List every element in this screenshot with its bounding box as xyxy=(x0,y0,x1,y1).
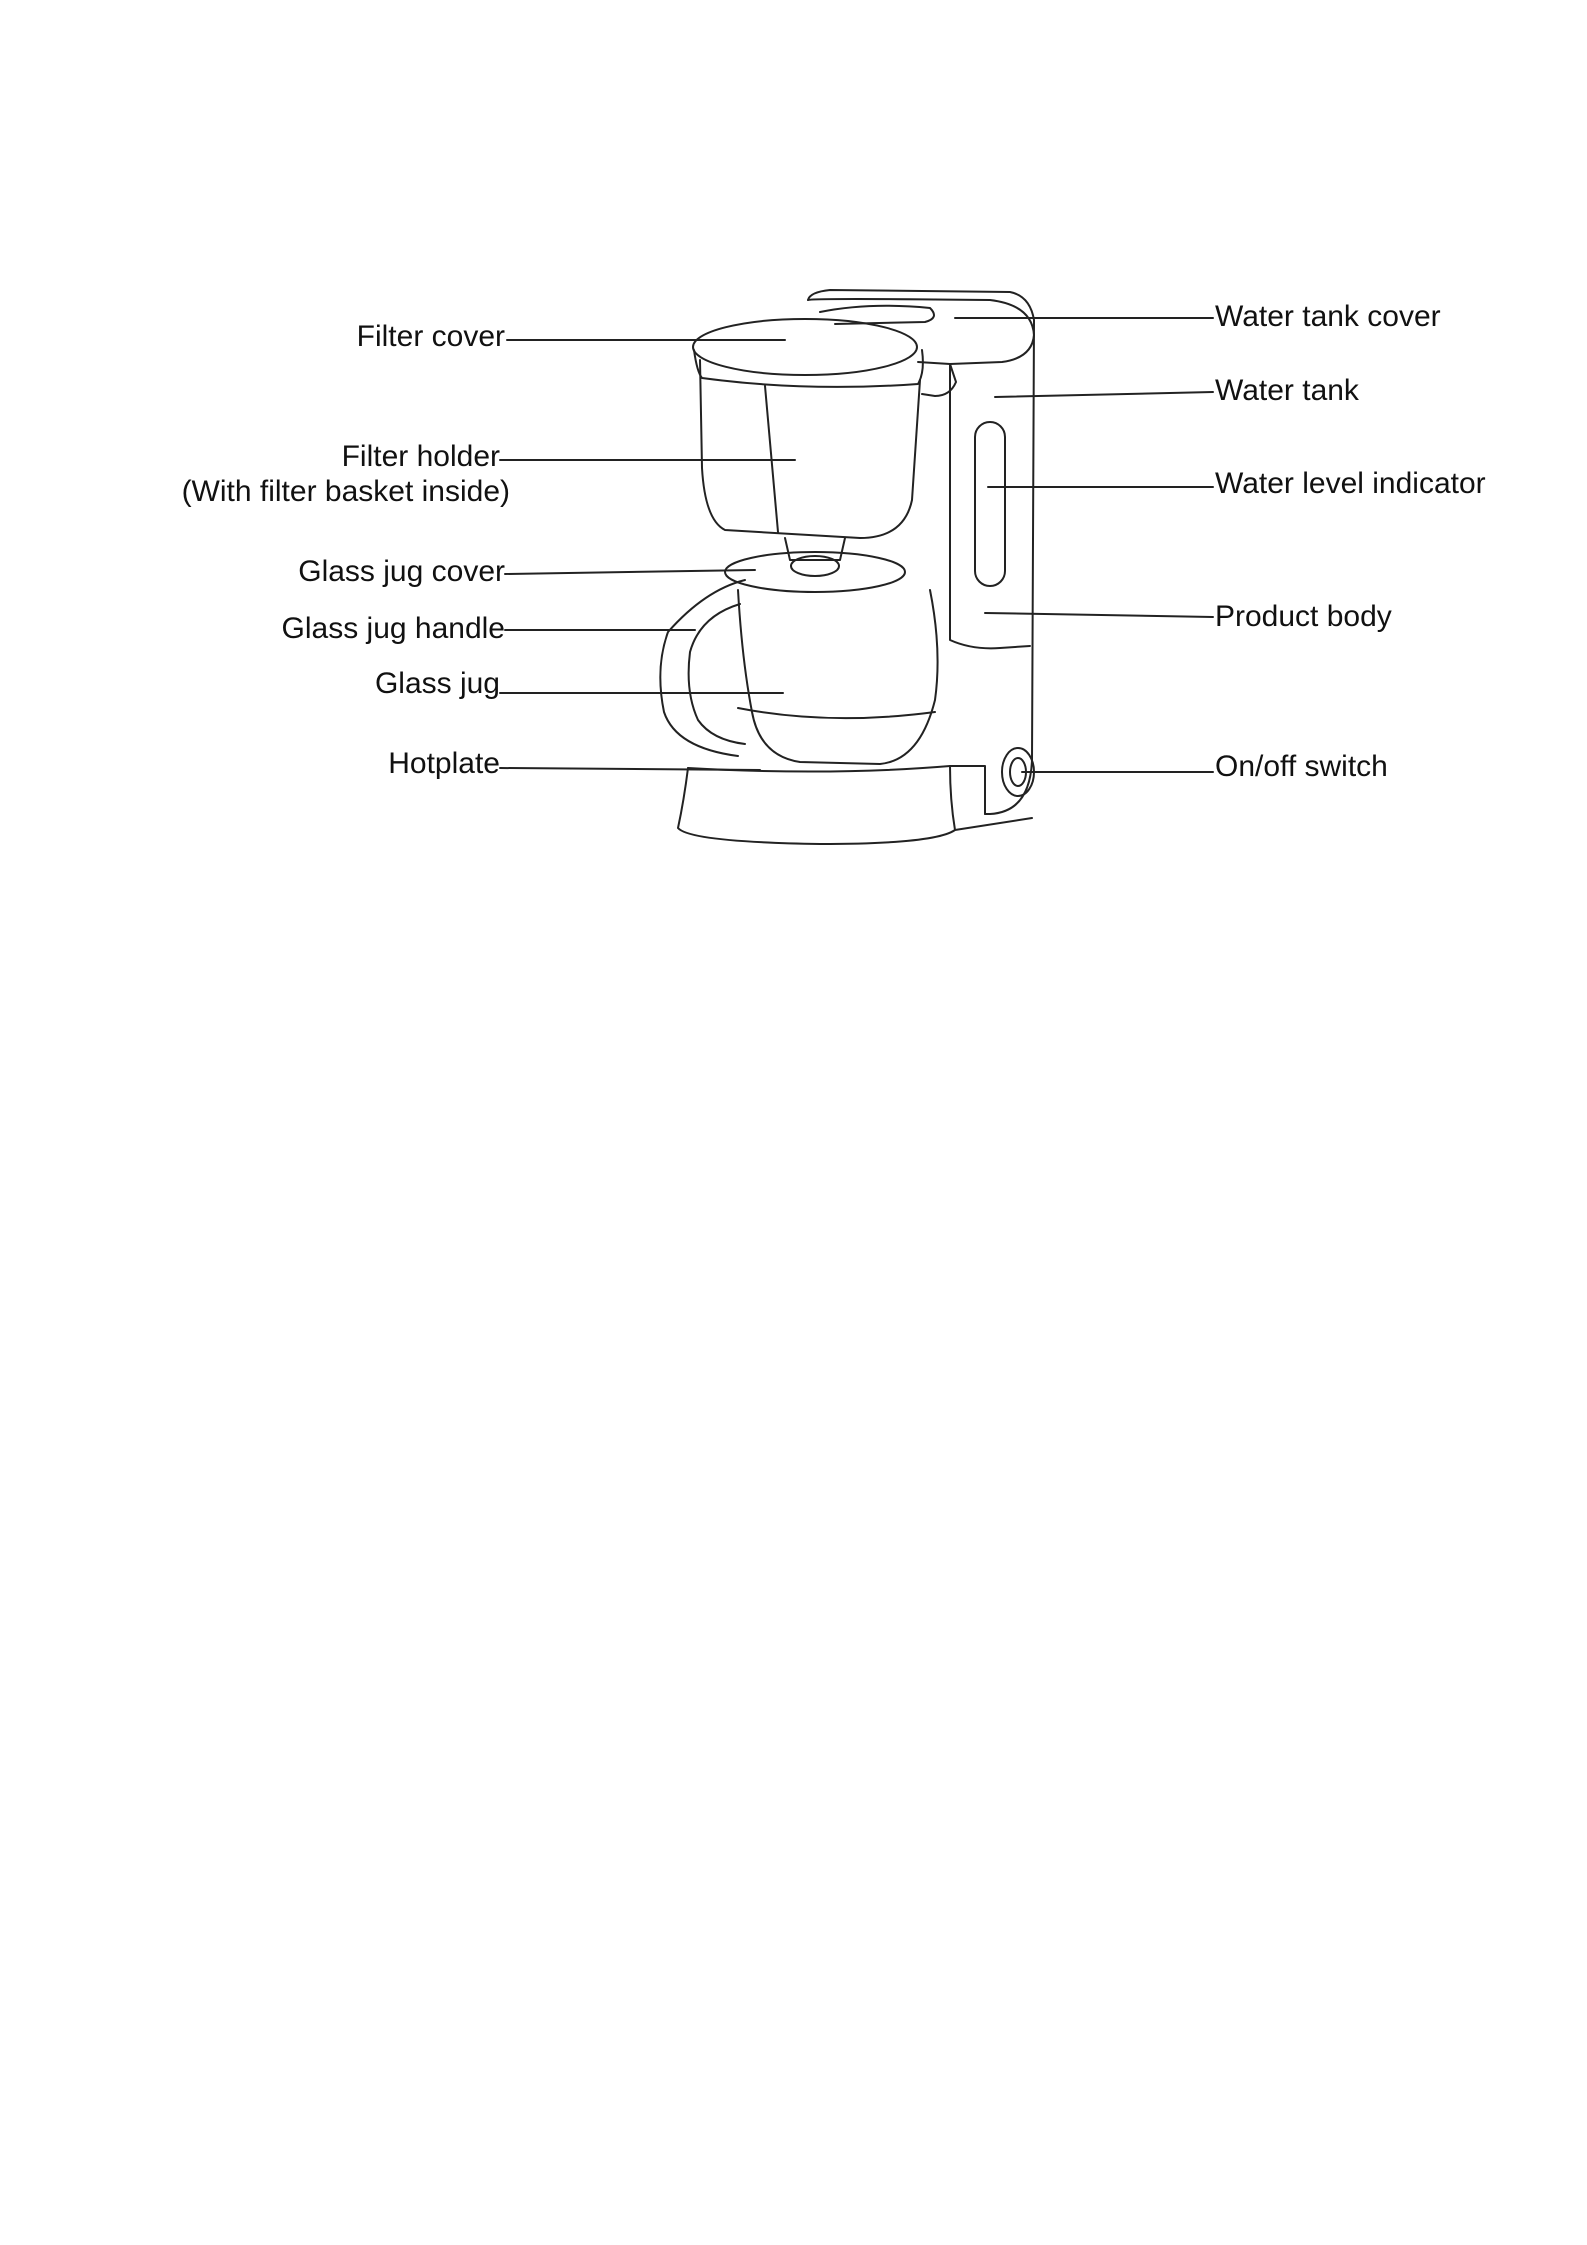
glass-jug-handle-inner xyxy=(689,604,745,744)
base-front xyxy=(678,766,955,844)
label-filter-holder: Filter holder xyxy=(341,440,500,473)
label-water-level-indicator: Water level indicator xyxy=(1215,467,1486,500)
label-on-off-switch: On/off switch xyxy=(1215,750,1388,783)
leader-glass-jug-cover xyxy=(505,570,755,574)
water-tank-divider xyxy=(950,364,1030,648)
leader-water-tank xyxy=(995,392,1213,397)
leader-hotplate xyxy=(500,768,760,770)
label-glass-jug-handle: Glass jug handle xyxy=(281,612,505,645)
glass-jug-cover-shape xyxy=(725,552,905,592)
label-water-tank-cover: Water tank cover xyxy=(1215,300,1441,333)
water-tank-cover-slot xyxy=(820,306,934,324)
label-hotplate: Hotplate xyxy=(388,747,500,780)
filter-cover-shape xyxy=(693,319,917,375)
label-product-body: Product body xyxy=(1215,600,1392,633)
glass-jug-inner-line xyxy=(738,708,935,718)
label-water-tank: Water tank xyxy=(1215,374,1359,407)
label-filter-holder-note: (With filter basket inside) xyxy=(181,475,510,508)
water-level-window xyxy=(975,422,1005,586)
hotplate-top xyxy=(688,766,985,814)
label-filter-cover: Filter cover xyxy=(356,320,505,353)
label-glass-jug: Glass jug xyxy=(374,667,500,700)
filter-cover-rim xyxy=(694,350,923,387)
glass-jug-body xyxy=(738,590,938,764)
label-glass-jug-cover: Glass jug cover xyxy=(298,555,505,588)
leader-product-body xyxy=(985,613,1213,617)
base-bottom xyxy=(955,818,1032,830)
